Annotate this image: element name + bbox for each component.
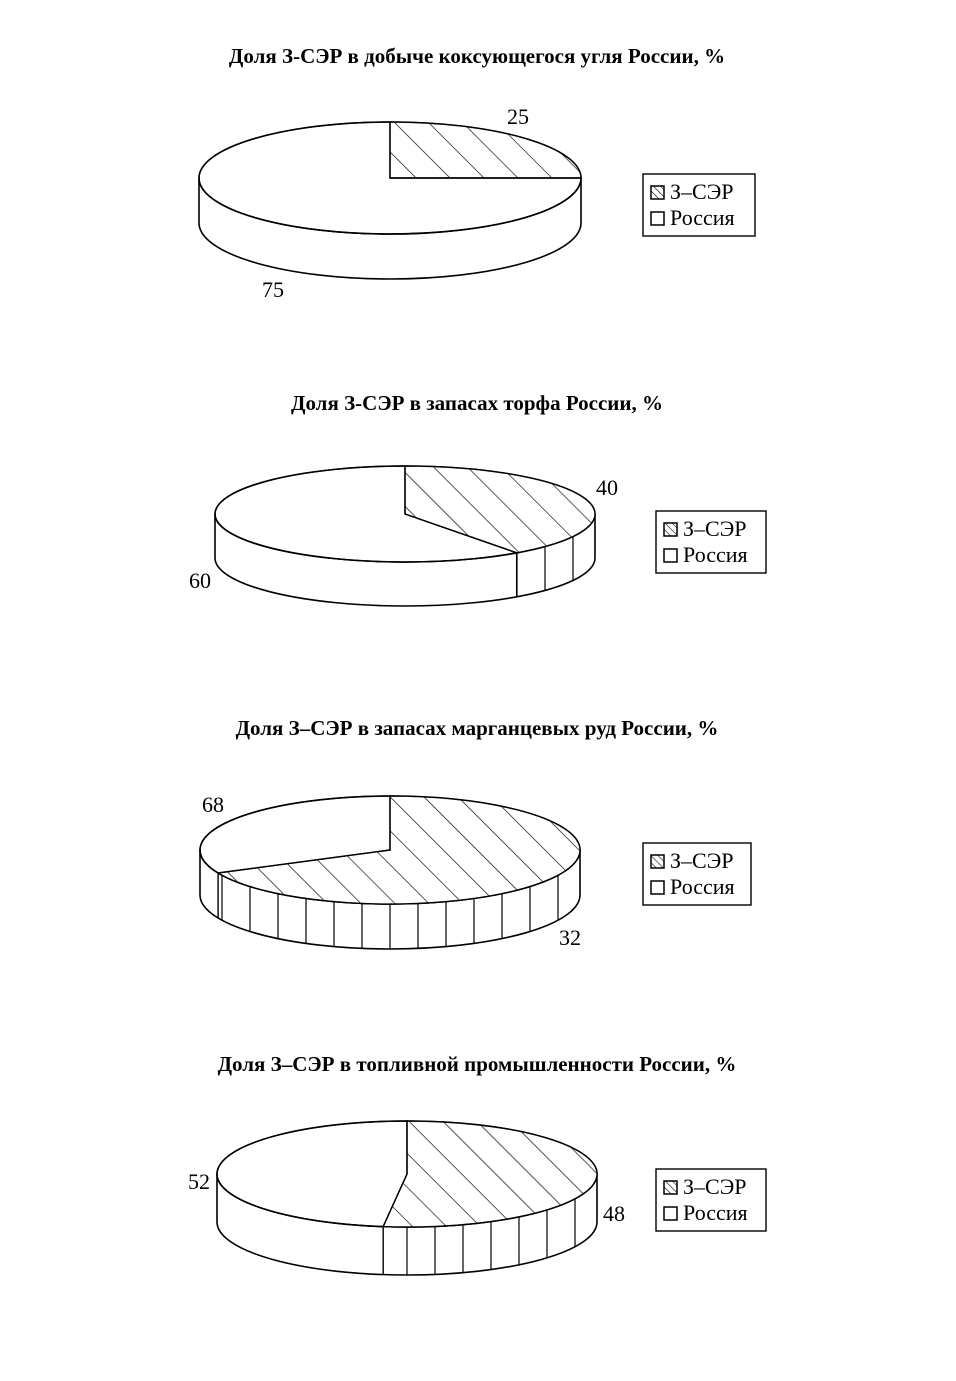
- legend-swatch-hatched: [651, 855, 664, 868]
- legend-swatch-hatched: [664, 523, 677, 536]
- legend-item-label: Россия: [683, 542, 748, 567]
- legend-item-label: Россия: [683, 1200, 748, 1225]
- pie-slice-z-ser: [390, 122, 581, 178]
- chart-title: Доля З-СЭР в добыче коксующегося угля России, %: [228, 44, 726, 68]
- pie-chart-3: [200, 716, 751, 950]
- data-label-z-ser: 68: [202, 792, 224, 817]
- data-label-russia: 32: [559, 925, 581, 950]
- legend: [656, 1169, 766, 1231]
- data-label-z-ser: 25: [507, 104, 529, 129]
- pie-chart-1: [199, 44, 755, 302]
- legend-item-label: З–СЭР: [683, 516, 747, 541]
- data-label-russia: 75: [262, 277, 284, 302]
- legend-item-label: З–СЭР: [670, 179, 734, 204]
- legend-swatch-empty: [664, 1207, 677, 1220]
- legend-item-label: З–СЭР: [683, 1174, 747, 1199]
- chart-title: Доля З–СЭР в топливной промышленности России, %: [217, 1052, 737, 1076]
- legend-swatch-empty: [651, 212, 664, 225]
- pie-chart-2: [189, 391, 766, 606]
- legend-item-label: Россия: [670, 205, 735, 230]
- legend-item-label: З–СЭР: [670, 848, 734, 873]
- data-label-z-ser: 40: [596, 475, 618, 500]
- legend-swatch-empty: [664, 549, 677, 562]
- legend: [656, 511, 766, 573]
- legend-item-label: Россия: [670, 874, 735, 899]
- legend: [643, 843, 751, 905]
- data-label-z-ser: 52: [188, 1169, 210, 1194]
- legend-swatch-hatched: [651, 186, 664, 199]
- legend: [643, 174, 755, 236]
- chart-title: Доля З-СЭР в запасах торфа России, %: [291, 391, 663, 415]
- legend-swatch-empty: [651, 881, 664, 894]
- pie-chart-4: [188, 1052, 766, 1275]
- legend-swatch-hatched: [664, 1181, 677, 1194]
- data-label-russia: 60: [189, 568, 211, 593]
- data-label-russia: 48: [603, 1201, 625, 1226]
- chart-title: Доля З–СЭР в запасах марганцевых руд России, %: [235, 716, 719, 740]
